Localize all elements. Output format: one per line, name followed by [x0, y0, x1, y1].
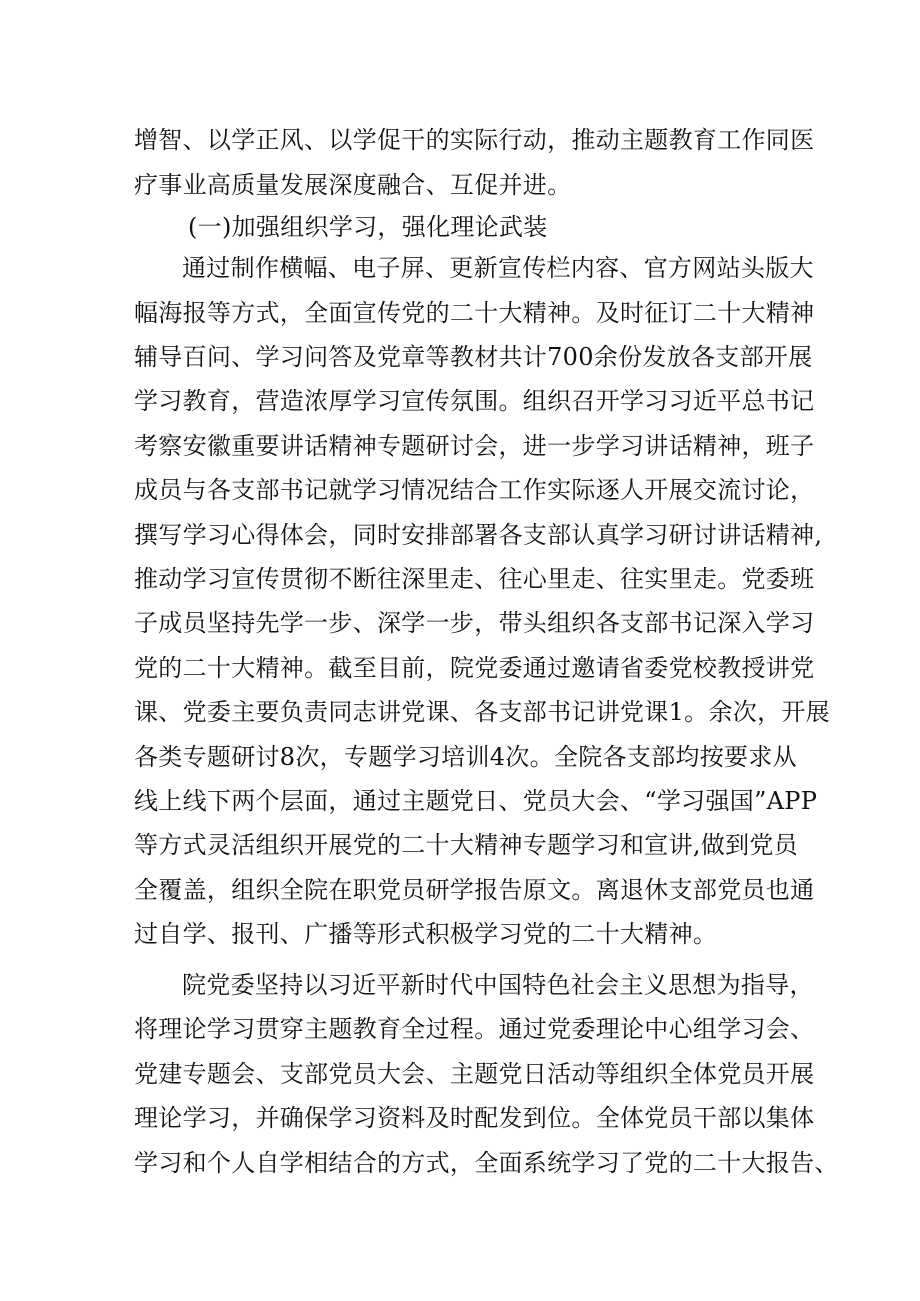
- text-line: 推动学习宣传贯彻不断往深里走、往心里走、往实里走。党委班: [134, 565, 815, 593]
- text-line: 通过制作横幅、电子屏、更新宣传栏内容、官方网站头版大: [182, 254, 814, 282]
- text-line: 党建专题会、支部党员大会、主题党日活动等组织全体党员开展: [134, 1060, 815, 1088]
- text-line: 等方式灵活组织开展党的二十大精神专题学习和宣讲,做到党员: [134, 831, 799, 859]
- text-line: 子成员坚持先学一步、深学一步，带头组织各支部书记深入学习: [134, 609, 815, 637]
- text-line: 撰写学习心得体会，同时安排部署各支部认真学习研讨讲话精神,: [134, 521, 823, 549]
- text-line: 理论学习，并确保学习资料及时配发到位。全体党员干部以集体: [134, 1104, 815, 1132]
- text-line: 增智、以学正风、以学促干的实际行动，推动主题教育工作同医: [134, 126, 815, 154]
- text-line: 将理论学习贯穿主题教育全过程。通过党委理论中心组学习会、: [134, 1015, 815, 1043]
- text-line: 学习和个人自学相结合的方式，全面系统学习了党的二十大报告、: [134, 1149, 839, 1177]
- text-line: 院党委坚持以习近平新时代中国特色社会主义思想为指导，: [182, 971, 814, 999]
- text-line: 党的二十大精神。截至目前，院党委通过邀请省委党校教授讲党: [134, 654, 815, 682]
- text-line: 成员与各支部书记就学习情况结合工作实际逐人开展交流讨论，: [134, 476, 815, 504]
- text-line: 疗事业高质量发展深度融合、互促并进。: [134, 171, 572, 199]
- text-line: 各类专题研讨8次，专题学习培训4次。全院各支部均按要求从: [134, 743, 797, 771]
- text-line: 过自学、报刊、广播等形式积极学习党的二十大精神。: [134, 920, 718, 948]
- text-line: 课、党委主要负责同志讲党课、各支部书记讲党课1。余次，开展: [134, 698, 830, 726]
- text-line: 幅海报等方式，全面宣传党的二十大精神。及时征订二十大精神: [134, 299, 815, 327]
- text-line: 学习教育，营造浓厚学习宣传氛围。组织召开学习习近平总书记: [134, 387, 815, 415]
- text-line: 全覆盖，组织全院在职党员研学报告原文。离退休支部党员也通: [134, 876, 815, 904]
- text-line: 辅导百问、学习问答及党章等教材共计700余份发放各支部开展: [134, 343, 813, 371]
- text-line: 线上线下两个层面，通过主题党日、党员大会、“学习强国”APP: [134, 787, 818, 815]
- section-heading: (一)加强组织学习，强化理论武装: [188, 213, 548, 241]
- text-line: 考察安徽重要讲话精神专题研讨会，进一步学习讲话精神，班子: [134, 432, 815, 460]
